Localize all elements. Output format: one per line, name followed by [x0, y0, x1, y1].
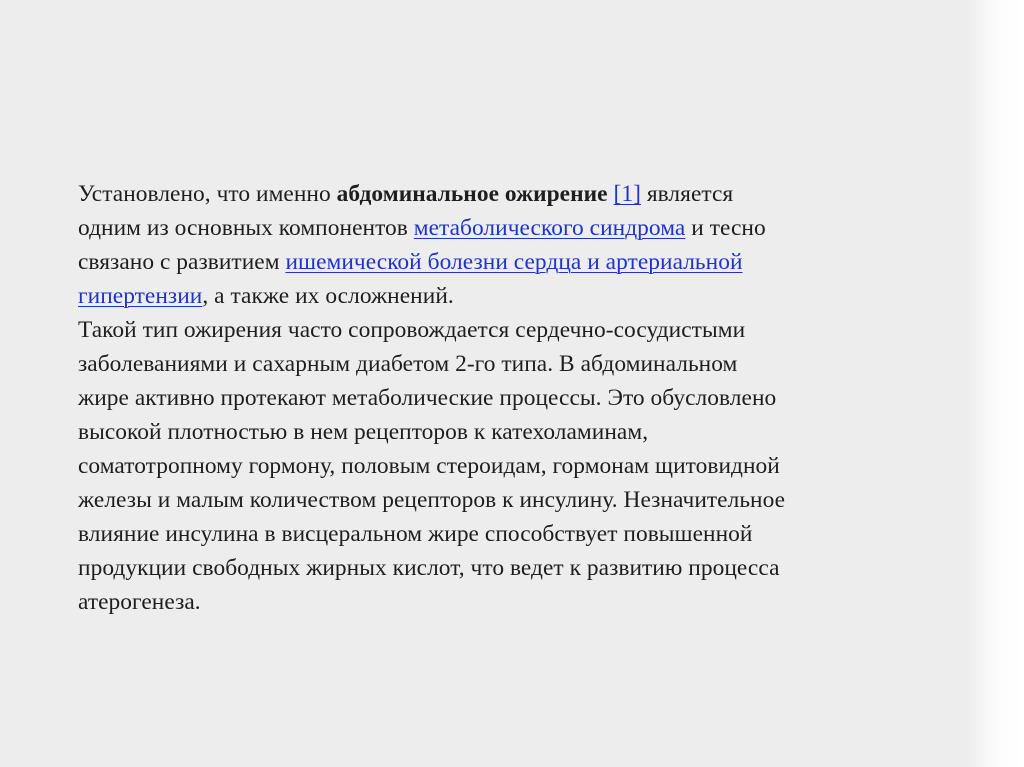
text-line-9: соматотропному гормону, половым стероидам, гормонам щитовидной: [78, 453, 780, 479]
hypertension-link[interactable]: гипертензии: [78, 283, 203, 309]
text-line-7: жире активно протекают метаболические процессы. Это обусловлено: [78, 385, 777, 411]
text-line-12: продукции свободных жирных кислот, что ведет к развитию процесса: [78, 555, 780, 581]
plain-text: одним из основных компонентов: [78, 215, 414, 241]
text-line-2: [78, 211, 958, 245]
slide-right-edge: [966, 0, 1024, 767]
reference-link-1[interactable]: [1]: [613, 181, 641, 207]
plain-text: , а также их осложнений.: [202, 283, 454, 309]
text-line-11: влияние инсулина в висцеральном жире способствует повышенной: [78, 521, 753, 547]
text-line-5: Такой тип ожирения часто сопровождается сердечно-сосудистыми: [78, 317, 746, 343]
ischemic-heart-disease-link[interactable]: ишемической болезни сердца и артериальной: [285, 249, 743, 275]
plain-text: и тесно: [685, 215, 766, 241]
slide-text-block: [78, 177, 958, 619]
text-line-4: [78, 279, 958, 313]
text-line-3: [78, 245, 958, 279]
plain-text: Установлено, что именно: [78, 181, 337, 207]
text-line-1: [78, 177, 958, 211]
text-line-10: железы и малым количеством рецепторов к инсулину. Незначительное: [78, 487, 786, 513]
plain-text: связано с развитием: [78, 249, 286, 275]
metabolic-syndrome-link[interactable]: метаболического синдрома: [413, 215, 686, 241]
text-line-6: заболеваниями и сахарным диабетом 2-го типа. В абдоминальном: [78, 351, 738, 377]
text-line-8: высокой плотностью в нем рецепторов к катехоламинам,: [78, 419, 649, 445]
text-line-13: атерогенеза.: [78, 589, 201, 615]
bold-term-abdominal-obesity: абдоминальное ожирение: [336, 181, 608, 207]
plain-text: является: [640, 181, 734, 207]
